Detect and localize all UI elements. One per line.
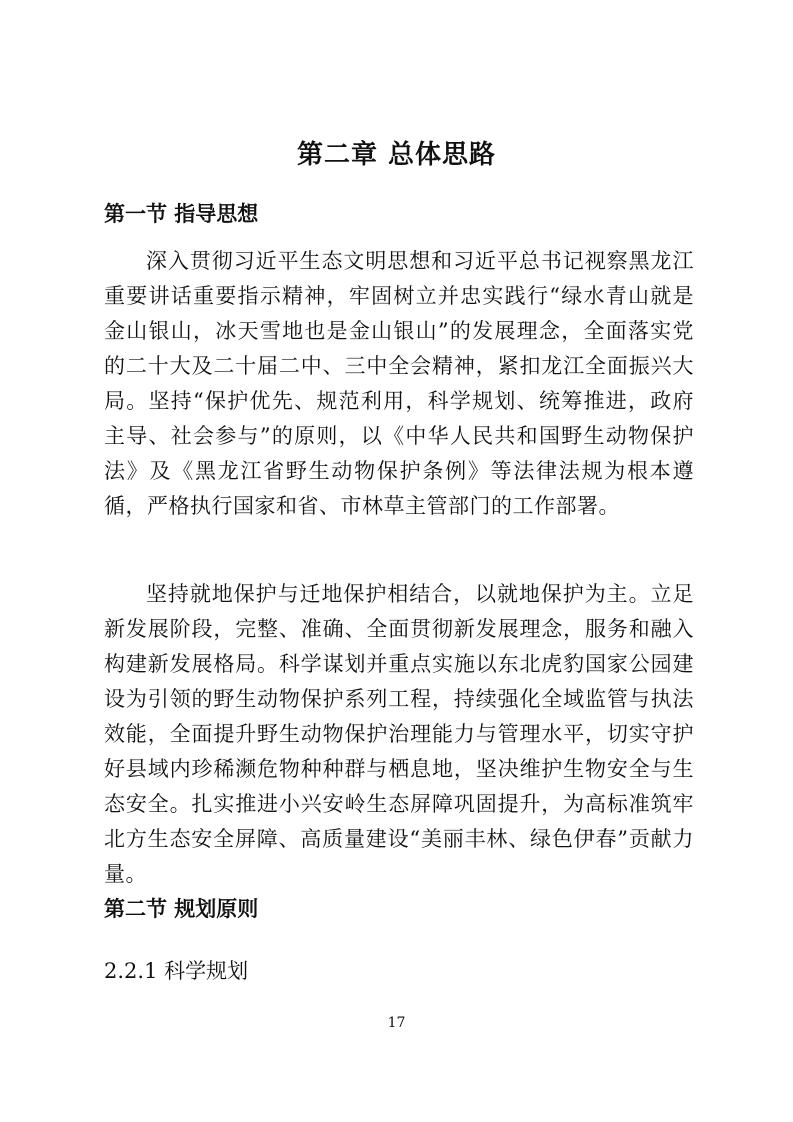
section-title-guiding-thought: 第一节 指导思想: [104, 202, 259, 226]
section-title-planning-principles: 第二节 规划原则: [104, 897, 259, 921]
body-paragraph: 深入贯彻习近平生态文明思想和习近平总书记视察黑龙江重要讲话重要指示精神，牢固树立并忠实践行“绿水青山就是金山银山，冰天雪地也是金山银山”的发展理念，全面落实党的二十大及二十届二中、三中全会精神，紧扣龙江全面振兴大局。坚持“保护优先、规范利用，科学规划、统筹推进，政府主导、社会参与”的原则，以《中华人民共和国野生动物保护法》及《黑龙江省野生动物保护条例》等法律法规为根本遵循，严格执行国家和省、市林草主管部门的工作部署。: [104, 249, 694, 518]
body-paragraph: 坚持就地保护与迁地保护相结合，以就地保护为主。立足新发展阶段，完整、准确、全面贯彻新发展理念，服务和融入构建新发展格局。科学谋划并重点实施以东北虎豹国家公园建设为引领的野生动物保护系列工程，持续强化全域监管与执法效能，全面提升野生动物保护治理能力与管理水平，切实守护好县域内珍稀濒危物种种群与栖息地，坚决维护生物安全与生态安全。扎实推进小兴安岭生态屏障巩固提升，为高标准筑牢北方生态安全屏障、高质量建设“美丽丰林、绿色伊春”贡献力量。: [104, 582, 694, 886]
page-number: 17: [387, 1015, 406, 1031]
chapter-title: 第二章 总体思路: [296, 140, 497, 170]
subsection-heading: 2.2.1 科学规划: [104, 959, 249, 983]
